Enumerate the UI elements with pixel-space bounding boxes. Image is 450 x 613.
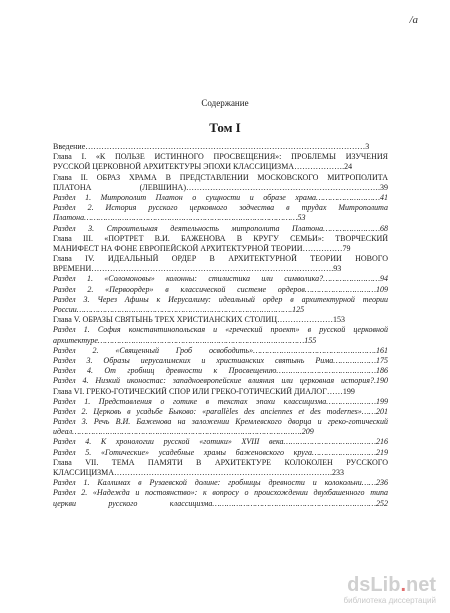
- toc-line: Раздел 4. К хронологии русской «готики» XVIII века…………………………………216: [53, 437, 388, 447]
- toc-line: архитектуре……………………………………………………………………………155: [53, 335, 317, 345]
- toc-line: Раздел 2. «Надежда и постоянство»: к вопросу о происхождении двухбашенного типа: [53, 488, 388, 498]
- toc-line: Раздел 3. Речь В.И. Баженова на заложении Кремлевского дворца и греко-готический: [53, 417, 388, 427]
- watermark-logo: dsLib.net: [347, 574, 436, 596]
- toc-line: Раздел 1. Представления о готике в текстах эпохи классицизма…………………199: [53, 396, 388, 406]
- volume-title: Том I: [209, 120, 241, 135]
- page-number-mark: /a: [409, 14, 418, 26]
- table-of-contents: [53, 142, 388, 509]
- toc-line: Глава V. ОБРАЗЫ СВЯТЫНЬ ТРЕХ ХРИСТИАНСКИХ СТОЛИЦ…………………153: [53, 315, 345, 325]
- toc-line: ВРЕМЕНИ……………………………………………………………………………….93: [53, 264, 342, 274]
- toc-line: церкви русского классицизма……………………………………………………………252: [53, 498, 388, 508]
- toc-line: Раздел 4. Низкий иконостас: западноевропейские влияния или церковная история?.190: [53, 376, 388, 386]
- toc-line: Введение……………………………………………………………………………………………3: [53, 142, 370, 151]
- watermark: [316, 575, 436, 605]
- toc-line: Раздел 1. «Соломоновы» колонны: стилистика или символика?……………………94: [53, 274, 388, 284]
- toc-line: Глава III. «ПОРТРЕТ В.И. БАЖЕНОВА В КРУГУ СЕМЬИ»: ТВОРЧЕСКИЙ: [53, 233, 388, 243]
- toc-line: РУССКОЙ ЦЕРКОВНОЙ АРХИТЕКТУРЫ ЭПОХИ КЛАССИЦИЗМА……………….24: [53, 162, 353, 172]
- toc-line: Глава I. «К ПОЛЬЗЕ ИСТИННОГО ПРОСВЕЩЕНИЯ»: ПРОБЛЕМЫ ИЗУЧЕНИЯ: [53, 152, 388, 162]
- toc-line: КЛАССИЦИЗМА……………………………………………………………………….233: [53, 468, 345, 477]
- watermark-subtitle: библиотека диссертаций: [343, 596, 436, 605]
- toc-line: Раздел 1. Каллимах в Рузаевской долине: гробницы древности и колокольни……236: [53, 478, 388, 488]
- toc-line: Раздел 3. Через Афины к Иерусалиму: идеальный ордер в архитектурной теории: [53, 294, 388, 304]
- toc-line: Раздел 5. «Готические» усадебные храмы баженовского круга………………………219: [53, 447, 388, 457]
- toc-line: Раздел 1. Митрополит Платон о сущности и образе храма………………………41: [53, 192, 388, 202]
- toc-line: Глава II. ОБРАЗ ХРАМА В ПРЕДСТАВЛЕНИИ МОСКОВСКОГО МИТРОПОЛИТА: [53, 172, 388, 182]
- toc-line: Глава IV. ИДЕАЛЬНЫЙ ОРДЕР В АРХИТЕКТУРНОЙ ТЕОРИИ НОВОГО: [53, 254, 388, 264]
- toc-line: Раздел 2. «Священный Гроб освободить»…………………………………………….161: [53, 345, 388, 355]
- toc-line: Раздел 3. Образы иерусалимских и христианских святынь Рима………………175: [53, 355, 388, 365]
- toc-line: МАНИФЕСТ НА ФОНЕ ЕВРОПЕЙСКОЙ АРХИТЕКТУРНОЙ ТЕОРИИ……………79: [53, 243, 351, 253]
- toc-line: ПЛАТОНА (ЛЕВШИНА)……………………………………………………………….39: [53, 182, 388, 192]
- toc-line: Раздел 2. «Первоордер» в классической системе ордеров…………………………109: [53, 284, 388, 294]
- toc-line: Раздел 4. От гробниц древности к Просвещению……………………………………186: [53, 366, 388, 376]
- contents-heading: Содержание: [201, 98, 249, 108]
- toc-line: Раздел 2. Церковь в усадьбе Быково: «parallèles des anciennes et des modernes»……201: [53, 406, 388, 416]
- toc-line: Платона………………………………………………………………………………53: [53, 213, 306, 223]
- toc-line: Раздел 3. Строительная деятельность митрополита Платона……………………68: [53, 223, 388, 233]
- toc-line: Раздел 2. История русского церковного зодчества в трудах Митрополита: [53, 203, 388, 213]
- toc-line: Глава VI. ГРЕКО-ГОТИЧЕСКИЙ СПОР ИЛИ ГРЕКО-ГОТИЧЕСКИЙ ДИАЛОГ……199: [53, 386, 355, 396]
- toc-line: Глава VII. ТЕМА ПАМЯТИ В АРХИТЕКТУРЕ КОЛОКОЛЕН РУССКОГО: [53, 457, 388, 467]
- toc-line: России……………………………………………………………………………….125: [53, 305, 305, 314]
- toc-line: Раздел 1. София константинопольская и «греческий проект» в русской церковной: [53, 325, 388, 335]
- toc-line: идеал…………………………………………………………………………………….209: [53, 427, 314, 437]
